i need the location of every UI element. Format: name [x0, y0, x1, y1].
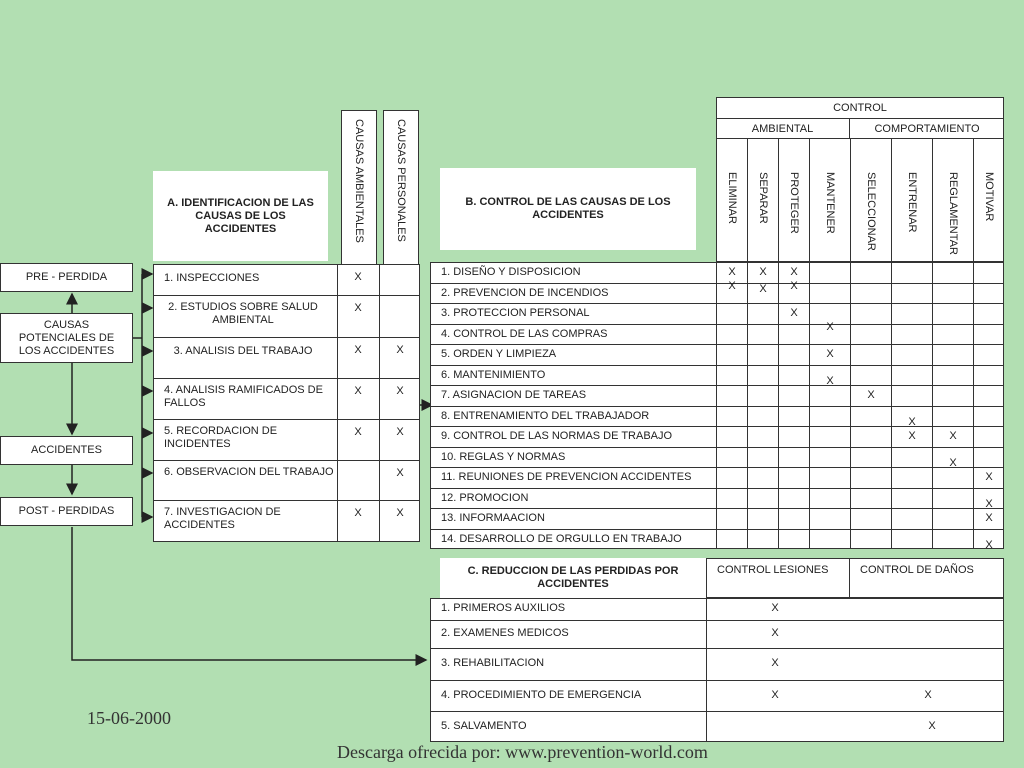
section-c-mark-lesiones: X	[771, 689, 779, 701]
header-divider	[849, 118, 850, 138]
section-c-row-label: 5. SALVAMENTO	[441, 720, 527, 732]
section-b-mark: X	[790, 307, 798, 319]
row-divider	[153, 419, 420, 420]
section-b-mark: X	[826, 348, 834, 360]
section-c-mark-lesiones: X	[771, 602, 779, 614]
section-a-mark-personal: X	[396, 467, 404, 479]
section-b-mark: X	[949, 430, 957, 442]
row-divider	[430, 488, 1004, 489]
control-danos-label: CONTROL DE DAÑOS	[860, 564, 974, 576]
section-a-row-label: 6. OBSERVACION DEL TRABAJO	[164, 466, 334, 478]
row-divider	[153, 460, 420, 461]
section-a-title	[153, 171, 328, 261]
row-divider	[430, 467, 1004, 468]
section-a-mark-ambiental: X	[354, 507, 362, 519]
row-divider	[430, 406, 1004, 407]
section-a-mark-ambiental: X	[354, 344, 362, 356]
section-c-row-label: 3. REHABILITACION	[441, 657, 545, 669]
accidentes-label: ACCIDENTES	[31, 444, 102, 456]
footer-credit: Descarga ofrecida por: www.prevention-world.com	[337, 742, 708, 762]
column-mantener: MANTENER	[824, 172, 836, 234]
ambiental-label: AMBIENTAL	[751, 122, 814, 135]
section-b-mark: X	[985, 539, 993, 551]
section-c-mark-danos: X	[928, 720, 936, 732]
section-c-row-label: 4. PROCEDIMIENTO DE EMERGENCIA	[441, 689, 642, 701]
section-b-mark: X	[826, 321, 834, 333]
section-b-row-label: 8. ENTRENAMIENTO DEL TRABAJADOR	[441, 410, 650, 422]
row-divider	[430, 303, 1004, 304]
accidentes-box	[0, 436, 133, 465]
comportamiento-label: COMPORTAMIENTO	[874, 122, 980, 135]
section-c-row-label: 2. EXAMENES MEDICOS	[441, 627, 569, 639]
section-c-title-text: C. REDUCCION DE LAS PERDIDAS POR ACCIDENTES	[467, 565, 679, 590]
section-b-mark: X	[985, 498, 993, 510]
row-divider	[153, 337, 420, 338]
section-b-row-label: 11. REUNIONES DE PREVENCION ACCIDENTES	[441, 471, 692, 483]
section-b-mark: X	[790, 280, 798, 292]
section-c-row-label: 1. PRIMEROS AUXILIOS	[441, 602, 566, 614]
arrows-to-section-a	[142, 274, 152, 517]
section-c-mark-danos: X	[924, 689, 932, 701]
row-divider	[430, 620, 1004, 621]
section-b-row-label: 2. PREVENCION DE INCENDIOS	[441, 287, 609, 299]
col-header-causas-ambientales	[341, 110, 377, 265]
section-b-mark: X	[826, 375, 834, 387]
column-entrenar: ENTRENAR	[906, 172, 918, 233]
section-a-mark-ambiental: X	[354, 426, 362, 438]
section-a-row-label: 3. ANALISIS DEL TRABAJO	[173, 345, 313, 357]
section-b-mark: X	[759, 266, 767, 278]
post-perdidas-box	[0, 497, 133, 526]
section-a-title-text: A. IDENTIFICACION DE LAS CAUSAS DE LOS ACCIDENTES	[167, 196, 314, 235]
section-b-title	[440, 168, 696, 250]
section-a-row-label: 4. ANALISIS RAMIFICADOS DE FALLOS	[164, 384, 323, 409]
section-a-mark-ambiental: X	[354, 271, 362, 283]
section-b-mark: X	[908, 430, 916, 442]
section-b-mark: X	[949, 457, 957, 469]
column-separar: SEPARAR	[757, 172, 769, 224]
header-divider	[716, 118, 1004, 119]
row-divider	[430, 426, 1004, 427]
section-b-mark: X	[908, 416, 916, 428]
control-label: CONTROL	[833, 101, 887, 114]
section-c-title	[440, 558, 706, 598]
section-b-mark: X	[790, 266, 798, 278]
section-c-mark-lesiones: X	[771, 657, 779, 669]
section-a-mark-personal: X	[396, 507, 404, 519]
section-b-row-label: 1. DISEÑO Y DISPOSICION	[441, 266, 581, 278]
column-eliminar: ELIMINAR	[726, 172, 738, 224]
footer-date: 15-06-2000	[87, 708, 171, 728]
row-divider	[430, 385, 1004, 386]
section-b-row-label: 13. INFORMAACION	[441, 512, 545, 524]
row-divider	[430, 324, 1004, 325]
section-b-title-text: B. CONTROL DE LAS CAUSAS DE LOS ACCIDENTES	[465, 196, 671, 221]
header-divider	[716, 138, 1004, 139]
column-seleccionar: SELECCIONAR	[865, 172, 877, 251]
column-reglamentar: REGLAMENTAR	[947, 172, 959, 255]
section-b-mark: X	[867, 389, 875, 401]
section-b-row-label: 7. ASIGNACION DE TAREAS	[441, 389, 587, 401]
section-b-mark: X	[985, 471, 993, 483]
causas-personales-label: CAUSAS PERSONALES	[395, 119, 407, 242]
section-a-row-label: 5. RECORDACION DE INCIDENTES	[164, 425, 278, 450]
row-divider	[430, 508, 1004, 509]
row-divider	[430, 447, 1004, 448]
row-divider	[430, 365, 1004, 366]
section-b-row-label: 14. DESARROLLO DE ORGULLO EN TRABAJO	[441, 533, 682, 545]
row-divider	[430, 344, 1004, 345]
section-a-mark-ambiental: X	[354, 385, 362, 397]
section-a-row-label: 7. INVESTIGACION DE ACCIDENTES	[164, 506, 281, 531]
section-b-row-label: 3. PROTECCION PERSONAL	[441, 307, 590, 319]
section-a-mark-personal: X	[396, 385, 404, 397]
section-a-row-label: 1. INSPECCIONES	[164, 272, 260, 284]
section-b-mark: X	[728, 280, 736, 292]
row-divider	[153, 378, 420, 379]
section-b-mark: X	[728, 266, 736, 278]
row-divider	[153, 500, 420, 501]
causas-potenciales-label: CAUSAS POTENCIALES DE LOS ACCIDENTES	[18, 318, 115, 357]
col-header-causas-personales	[383, 110, 419, 265]
section-b-row-label: 9. CONTROL DE LAS NORMAS DE TRABAJO	[441, 430, 673, 442]
causas-ambientales-label: CAUSAS AMBIENTALES	[353, 119, 365, 243]
section-b-mark: X	[759, 283, 767, 295]
control-lesiones-label: CONTROL LESIONES	[717, 564, 829, 576]
section-b-row-label: 6. MANTENIMIENTO	[441, 369, 546, 381]
section-b-row-label: 4. CONTROL DE LAS COMPRAS	[441, 328, 608, 340]
column-proteger: PROTEGER	[788, 172, 800, 234]
row-divider	[430, 283, 1004, 284]
row-divider	[430, 648, 1004, 649]
section-a-row-label: 2. ESTUDIOS SOBRE SALUD AMBIENTAL	[168, 301, 318, 326]
section-b-row-label: 10. REGLAS Y NORMAS	[441, 451, 566, 463]
section-a-mark-ambiental: X	[354, 302, 362, 314]
column-motivar: MOTIVAR	[983, 172, 995, 222]
pre-perdida-box	[0, 263, 133, 292]
row-divider	[430, 711, 1004, 712]
post-perdidas-label: POST - PERDIDAS	[18, 505, 115, 517]
section-a-mark-personal: X	[396, 426, 404, 438]
pre-perdida-label: PRE - PERDIDA	[25, 271, 108, 283]
section-a-mark-personal: X	[396, 344, 404, 356]
arrow-to-section-c	[72, 527, 426, 660]
section-b-mark: X	[985, 512, 993, 524]
section-b-row-label: 5. ORDEN Y LIMPIEZA	[441, 348, 557, 360]
causas-potenciales-box	[0, 313, 133, 363]
section-b-row-label: 12. PROMOCION	[441, 492, 529, 504]
row-divider	[153, 295, 420, 296]
row-divider	[430, 529, 1004, 530]
row-divider	[430, 680, 1004, 681]
section-c-mark-lesiones: X	[771, 627, 779, 639]
